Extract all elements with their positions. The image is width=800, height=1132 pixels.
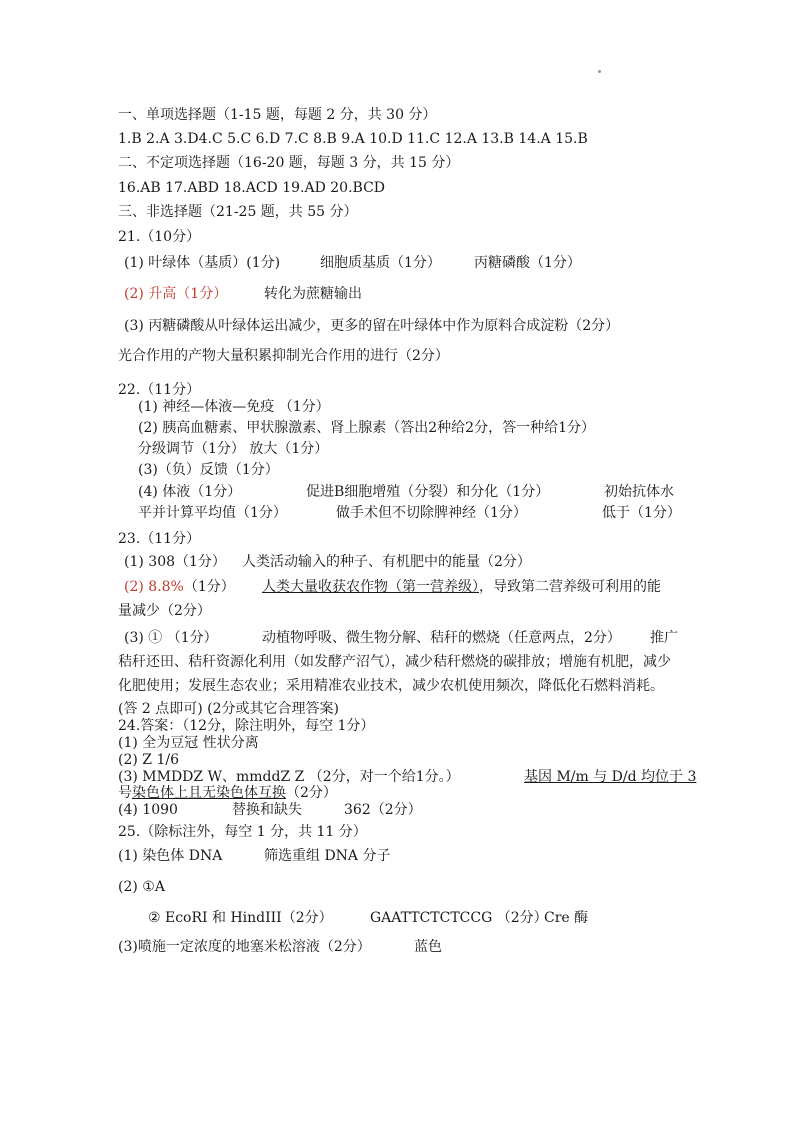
- q25-l4-a: (3)喷施一定浓度的地塞米松溶液（2分）: [118, 939, 371, 955]
- q24-l2: (2) Z 1/6: [118, 752, 179, 768]
- q21-p2-red: (2) 升高（1分）: [124, 286, 228, 302]
- q23-l2: [124, 578, 235, 596]
- q24-l3-underlined: 基因 M/m 与 D/d 均位于 3: [524, 769, 697, 785]
- q24-l5-a: (4) 1090: [118, 802, 178, 818]
- q24-l5-c: 362（2分）: [344, 802, 422, 818]
- q23-l5: 秸秆还田、秸秆资源化利用（如发酵产沼气），减少秸秆燃烧的碳排放；增施有机肥，减少: [118, 654, 671, 670]
- q22-l5-c: 初始抗体水: [604, 484, 674, 500]
- q24-l3: (3) MMDDZ W、mmddZ Z （2分，对一个给1分。）: [118, 769, 460, 785]
- q23-l2-a: （1分）: [183, 579, 235, 595]
- q23-l4-c: 推广: [650, 630, 678, 646]
- q23-l1-b: 人类活动输入的种子、有机肥中的能量（2分）: [242, 554, 531, 570]
- q22-l1: (1) 神经—体液—免疫 （1分）: [138, 399, 330, 415]
- q23-l1-a: (1) 308（1分）: [124, 554, 226, 570]
- q24-title: 24.答案：（12分，除注明外，每空 1分）: [118, 718, 375, 734]
- section1-answers: 1.B 2.A 3.D4.C 5.C 6.D 7.C 8.B 9.A 10.D 11.C 12.A 13.B 14.A 15.B: [118, 131, 588, 147]
- q25-l3-b: GAATTCTCTCCG （2分）: [370, 910, 548, 926]
- q24-l4: [118, 784, 337, 802]
- q22-title: 22.（11分）: [118, 382, 201, 398]
- q23-l4-b: 动植物呼吸、微生物分解、秸秆的燃烧（任意两点，2分）: [262, 630, 621, 646]
- q22-l6-c: 低于（1分）: [602, 505, 681, 521]
- q25-l2: (2) ①A: [118, 879, 165, 895]
- section3-heading: 三、非选择题（21-25 题，共 55 分）: [118, 204, 358, 220]
- q24-l1: (1) 全为豆冠 性状分离: [118, 735, 259, 751]
- q22-l3: 分级调节（1分） 放大（1分）: [138, 441, 329, 457]
- q21-p2: 转化为蔗糖输出: [264, 286, 362, 302]
- q23-title: 23.（11分）: [118, 531, 201, 547]
- q21-title: 21.（10分）: [118, 229, 201, 245]
- q24-l4-a: 号: [118, 785, 132, 801]
- section2-heading: 二、不定项选择题（16-20 题，每题 3 分，共 15 分）: [118, 155, 460, 171]
- q21-p4: 光合作用的产物大量积累抑制光合作用的进行（2分）: [118, 348, 449, 364]
- q21-p1-c: 丙糖磷酸（1分）: [474, 255, 581, 271]
- q24-l5-b: 替换和缺失: [232, 802, 302, 818]
- q25-l1-a: (1) 染色体 DNA: [118, 848, 223, 864]
- section2-answers: 16.AB 17.ABD 18.ACD 19.AD 20.BCD: [118, 180, 386, 196]
- q23-l2-underlined: 人类大量收获农作物（第一营养级）: [262, 579, 479, 595]
- q21-p3: (3) 丙糖磷酸从叶绿体运出减少，更多的留在叶绿体中作为原料合成淀粉（2分）: [124, 318, 620, 334]
- q25-title: 25.（除标注外，每空 1 分，共 11 分）: [118, 824, 367, 840]
- q23-l2-b: ，导致第二营养级可利用的能: [479, 579, 661, 595]
- q25-l4-b: 蓝色: [414, 939, 442, 955]
- q23-l7: (答 2 点即可) (2分或其它合理答案): [118, 701, 340, 717]
- section1-heading: 一、单项选择题（1-15 题，每题 2 分，共 30 分）: [118, 107, 437, 123]
- q23-l2-red: (2) 8.8%: [124, 579, 184, 595]
- scan-speck: [598, 70, 601, 73]
- q21-p1-b: 细胞质基质（1分）: [320, 255, 441, 271]
- q22-l5-b: 促进B细胞增殖（分裂）和分化（1分）: [306, 484, 550, 500]
- q25-l1-b: 筛选重组 DNA 分子: [264, 848, 391, 864]
- q22-l6-b: 做手术但不切除脾神经（1分）: [336, 505, 527, 521]
- q22-l5-a: (4) 体液（1分）: [138, 484, 242, 500]
- q23-l4-a: (3) ① （1分）: [124, 630, 218, 646]
- q21-p1-a: (1) 叶绿体（基质）(1分): [124, 255, 281, 271]
- q22-l4: (3)（负）反馈（1分）: [138, 462, 279, 478]
- q22-l2: (2) 胰高血糖素、甲状腺激素、肾上腺素（答出2种给2分，答一种给1分）: [138, 420, 596, 436]
- q24-l4-b: （2分）: [286, 785, 337, 801]
- q23-l2-rest: [262, 578, 661, 596]
- q24-l4-underlined: 染色体上且无染色体互换: [132, 785, 286, 801]
- q25-l3-c: Cre 酶: [544, 910, 589, 926]
- q23-l3: 量减少（2分）: [118, 603, 211, 619]
- q22-l6-a: 平并计算平均值（1分）: [138, 505, 287, 521]
- q23-l6: 化肥使用；发展生态农业；采用精准农业技术，减少农机使用频次，降低化石燃料消耗。: [118, 678, 664, 694]
- q25-l3-a: ② EcoRI 和 HindIII（2分）: [148, 910, 333, 926]
